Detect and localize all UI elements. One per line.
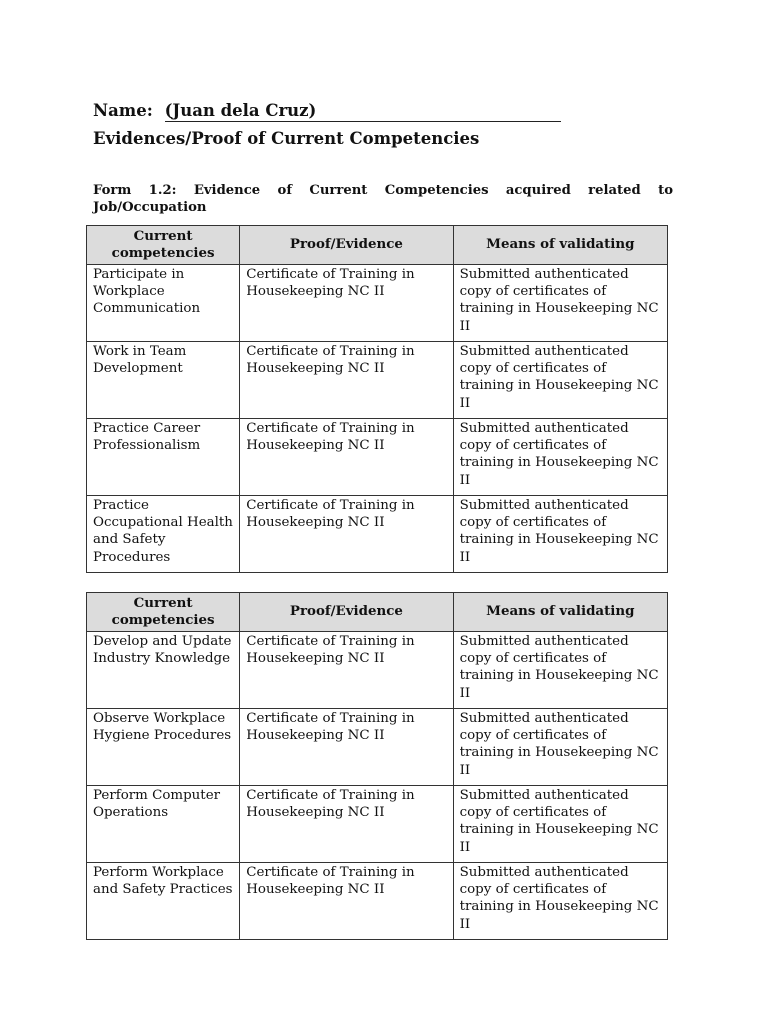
table-row xyxy=(87,632,668,709)
proof-cell: Certificate of Training in Housekeeping NC II xyxy=(240,496,453,573)
column-header-validation: Means of validating xyxy=(453,593,667,632)
proof-cell: Certificate of Training in Housekeeping NC II xyxy=(240,863,453,940)
validation-cell: Submitted authenticated copy of certificates of training in Housekeeping NC II xyxy=(453,496,667,573)
name-line xyxy=(93,101,561,122)
column-header-competencies: Current competencies xyxy=(87,593,240,632)
proof-cell: Certificate of Training in Housekeeping NC II xyxy=(240,342,453,419)
validation-cell: Submitted authenticated copy of certificates of training in Housekeeping NC II xyxy=(453,786,667,863)
proof-cell: Certificate of Training in Housekeeping NC II xyxy=(240,265,453,342)
competency-cell: Work in Team Development xyxy=(87,342,240,419)
table-header-row xyxy=(87,593,668,632)
column-header-proof: Proof/Evidence xyxy=(240,226,453,265)
proof-cell: Certificate of Training in Housekeeping NC II xyxy=(240,632,453,709)
competencies-table-2 xyxy=(86,592,668,940)
competencies-table-1 xyxy=(86,225,668,573)
competency-cell: Develop and Update Industry Knowledge xyxy=(87,632,240,709)
validation-cell: Submitted authenticated copy of certificates of training in Housekeeping NC II xyxy=(453,632,667,709)
table-row xyxy=(87,786,668,863)
form-caption: Form 1.2: Evidence of Current Competencies acquired related to Job/Occupation xyxy=(93,183,673,215)
table-row xyxy=(87,419,668,496)
validation-cell: Submitted authenticated copy of certificates of training in Housekeeping NC II xyxy=(453,709,667,786)
competency-cell: Participate in Workplace Communication xyxy=(87,265,240,342)
table-row xyxy=(87,863,668,940)
document-title: Evidences/Proof of Current Competencies xyxy=(93,129,480,148)
proof-cell: Certificate of Training in Housekeeping NC II xyxy=(240,786,453,863)
column-header-proof: Proof/Evidence xyxy=(240,593,453,632)
column-header-validation: Means of validating xyxy=(453,226,667,265)
validation-cell: Submitted authenticated copy of certificates of training in Housekeeping NC II xyxy=(453,265,667,342)
competency-cell: Perform Workplace and Safety Practices xyxy=(87,863,240,940)
competency-cell: Perform Computer Operations xyxy=(87,786,240,863)
table-row xyxy=(87,709,668,786)
competency-cell: Observe Workplace Hygiene Procedures xyxy=(87,709,240,786)
competency-cell: Practice Career Professionalism xyxy=(87,419,240,496)
validation-cell: Submitted authenticated copy of certificates of training in Housekeeping NC II xyxy=(453,419,667,496)
name-value: (Juan dela Cruz) xyxy=(165,101,561,122)
proof-cell: Certificate of Training in Housekeeping NC II xyxy=(240,419,453,496)
proof-cell: Certificate of Training in Housekeeping NC II xyxy=(240,709,453,786)
name-label: Name: xyxy=(93,101,153,120)
competency-cell: Practice Occupational Health and Safety Procedures xyxy=(87,496,240,573)
table-row xyxy=(87,342,668,419)
validation-cell: Submitted authenticated copy of certificates of training in Housekeeping NC II xyxy=(453,342,667,419)
table-row xyxy=(87,496,668,573)
column-header-competencies: Current competencies xyxy=(87,226,240,265)
table-row xyxy=(87,265,668,342)
validation-cell: Submitted authenticated copy of certificates of training in Housekeeping NC II xyxy=(453,863,667,940)
table-header-row xyxy=(87,226,668,265)
